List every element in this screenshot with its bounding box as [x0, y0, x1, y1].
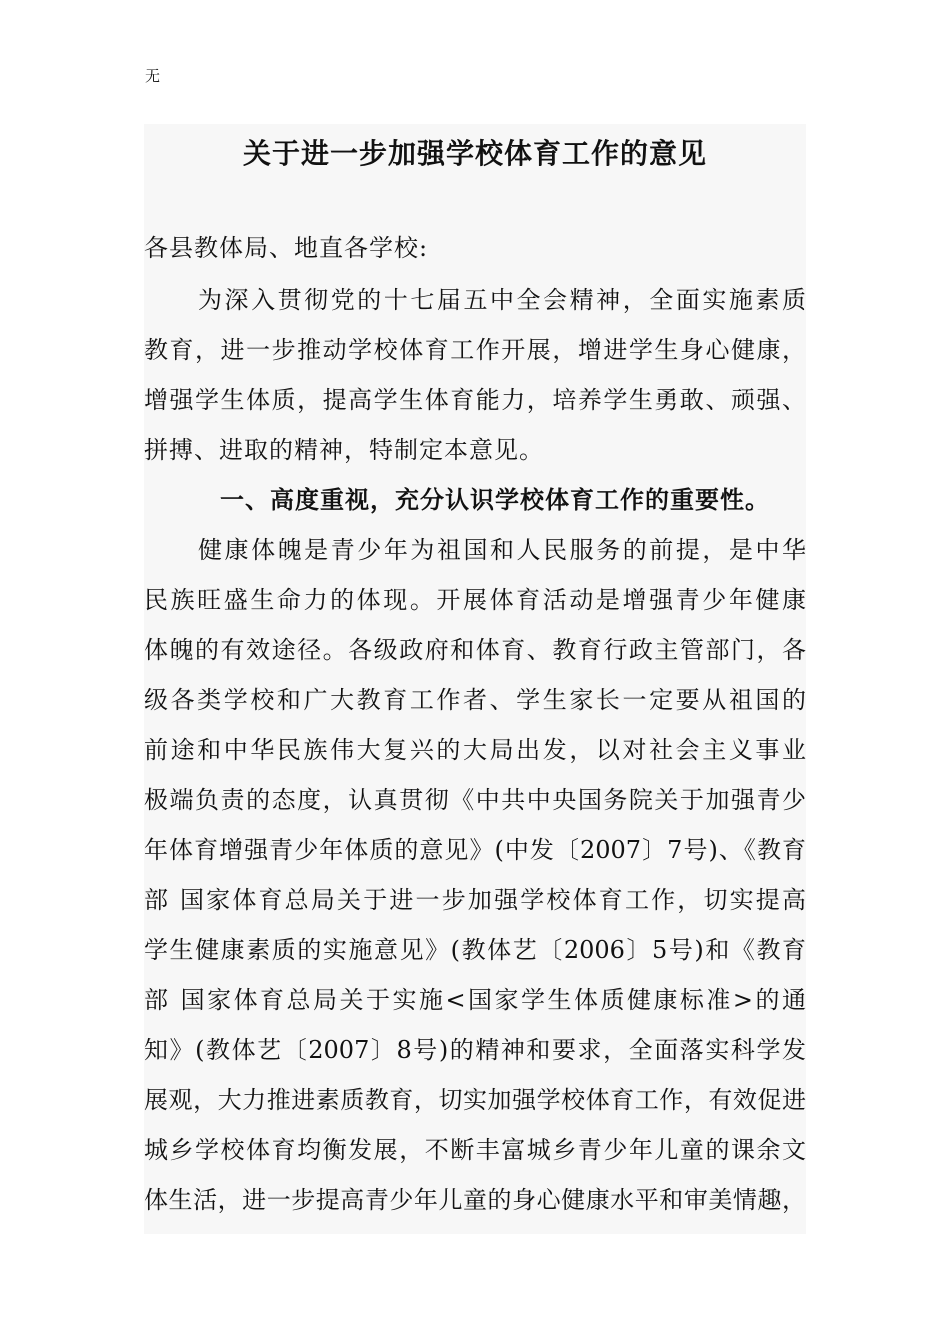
intro-line: 教育，进一步推动学校体育工作开展，增进学生身心健康，: [144, 336, 806, 364]
body-line: 年体育增强青少年体质的意见》(中发〔2007〕7号)、《教育: [144, 836, 806, 864]
salutation: 各县教体局、地直各学校:: [144, 234, 429, 262]
body-line: 体生活，进一步提高青少年儿童的身心健康水平和审美情趣，: [144, 1186, 806, 1214]
section-heading: 一、高度重视，充分认识学校体育工作的重要性。: [220, 486, 770, 514]
body-line: 体魄的有效途径。各级政府和体育、教育行政主管部门，各: [144, 636, 806, 664]
body-line: 城乡学校体育均衡发展，不断丰富城乡青少年儿童的课余文: [144, 1136, 806, 1164]
body-line: 部 国家体育总局关于实施<国家学生体质健康标准>的通: [144, 986, 806, 1014]
body-line: 展观，大力推进素质教育，切实加强学校体育工作，有效促进: [144, 1086, 806, 1114]
document-title: 关于进一步加强学校体育工作的意见: [242, 137, 707, 170]
body-line: 部 国家体育总局关于进一步加强学校体育工作，切实提高: [144, 886, 806, 914]
intro-line: 拼搏、进取的精神，特制定本意见。: [144, 436, 544, 464]
intro-line: 增强学生体质，提高学生体育能力，培养学生勇敢、顽强、: [144, 386, 806, 414]
document-body: [144, 124, 806, 1234]
intro-line: 为深入贯彻党的十七届五中全会精神，全面实施素质: [198, 286, 806, 314]
body-line: 级各类学校和广大教育工作者、学生家长一定要从祖国的: [144, 686, 806, 714]
body-line: 民族旺盛生命力的体现。开展体育活动是增强青少年健康: [144, 586, 806, 614]
body-line: 前途和中华民族伟大复兴的大局出发，以对社会主义事业: [144, 736, 806, 764]
body-line: 知》(教体艺〔2007〕8号)的精神和要求，全面落实科学发: [144, 1036, 806, 1064]
body-line: 极端负责的态度，认真贯彻《中共中央国务院关于加强青少: [144, 786, 806, 814]
header-note: 无: [145, 67, 161, 85]
body-line: 学生健康素质的实施意见》(教体艺〔2006〕5号)和《教育: [144, 936, 806, 964]
body-line: 健康体魄是青少年为祖国和人民服务的前提，是中华: [198, 536, 806, 564]
